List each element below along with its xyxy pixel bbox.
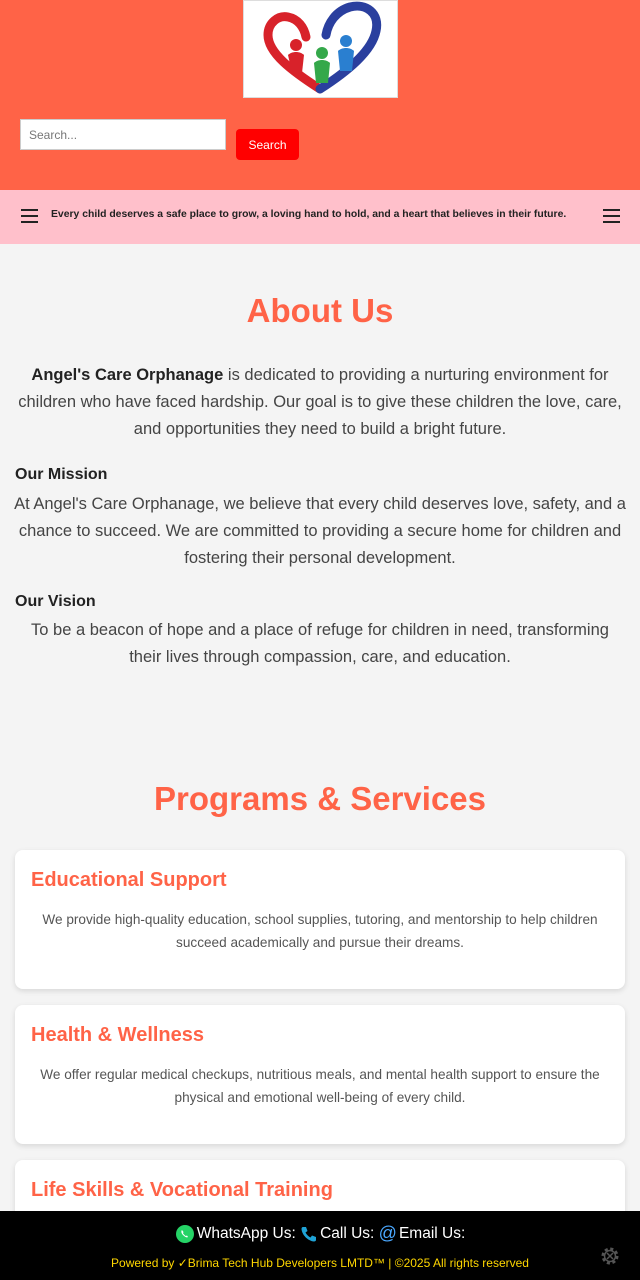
- menu-right-icon[interactable]: [603, 207, 620, 223]
- email-link[interactable]: [379, 1225, 466, 1242]
- phone-icon: [300, 1225, 318, 1243]
- logo[interactable]: [243, 0, 398, 98]
- search-input[interactable]: [20, 119, 226, 150]
- intro-text: is dedicated to providing a nurturing environment for children who have faced hardship. Our goal is to give these children the love, care, and opportunities they need to build a bright future.: [18, 366, 622, 438]
- whatsapp-icon: [175, 1224, 195, 1244]
- call-label: Call Us:: [320, 1224, 375, 1242]
- at-icon: @: [378, 1223, 397, 1243]
- call-link[interactable]: [300, 1225, 379, 1242]
- about-intro: [14, 362, 626, 443]
- tagline-text: Every child deserves a safe place to grow, a loving hand to hold, and a heart that believes in their future.: [51, 209, 567, 220]
- program-card-education: [15, 850, 625, 989]
- programs-title: Programs & Services: [153, 780, 486, 817]
- card-text: We offer regular medical checkups, nutritious meals, and mental health support to ensure the physical and emotional well-being of every child.: [40, 1067, 600, 1105]
- mission-text: At Angel's Care Orphanage, we believe that every child deserves love, safety, and a chance to succeed. We are committed to providing a secure home for children and fostering their personal development.: [14, 495, 626, 567]
- card-text: We provide high-quality education, school supplies, tutoring, and mentorship to help children succeed academically and pursue their dreams.: [42, 912, 598, 950]
- program-card-health: [15, 1005, 625, 1144]
- gear-icon[interactable]: [598, 1244, 622, 1268]
- vision-heading: Our Vision: [15, 593, 96, 610]
- org-name: Angel's Care Orphanage: [31, 366, 224, 384]
- search-button[interactable]: Search: [236, 129, 299, 160]
- contact-row: [0, 1223, 640, 1244]
- card-title: Life Skills & Vocational Training: [31, 1179, 333, 1201]
- tagline-bar: [0, 190, 640, 244]
- menu-left-icon[interactable]: [21, 207, 38, 223]
- logo-hearts-icon: [262, 1, 382, 97]
- whatsapp-label: WhatsApp Us:: [196, 1224, 296, 1242]
- whatsapp-link[interactable]: [175, 1225, 300, 1242]
- mission-heading: Our Mission: [15, 466, 108, 483]
- card-title: Educational Support: [31, 869, 227, 891]
- site-header: [0, 0, 640, 190]
- vision-text: To be a beacon of hope and a place of refuge for children in need, transforming their lives through compassion, care, and education.: [31, 621, 609, 666]
- email-label: Email Us:: [398, 1224, 466, 1242]
- powered-by-text: Powered by ✓Brima Tech Hub Developers LMTD™ | ©2025 All rights reserved: [111, 1256, 529, 1270]
- footer: [0, 1211, 640, 1280]
- card-title: Health & Wellness: [31, 1024, 205, 1046]
- about-title: About Us: [246, 292, 394, 329]
